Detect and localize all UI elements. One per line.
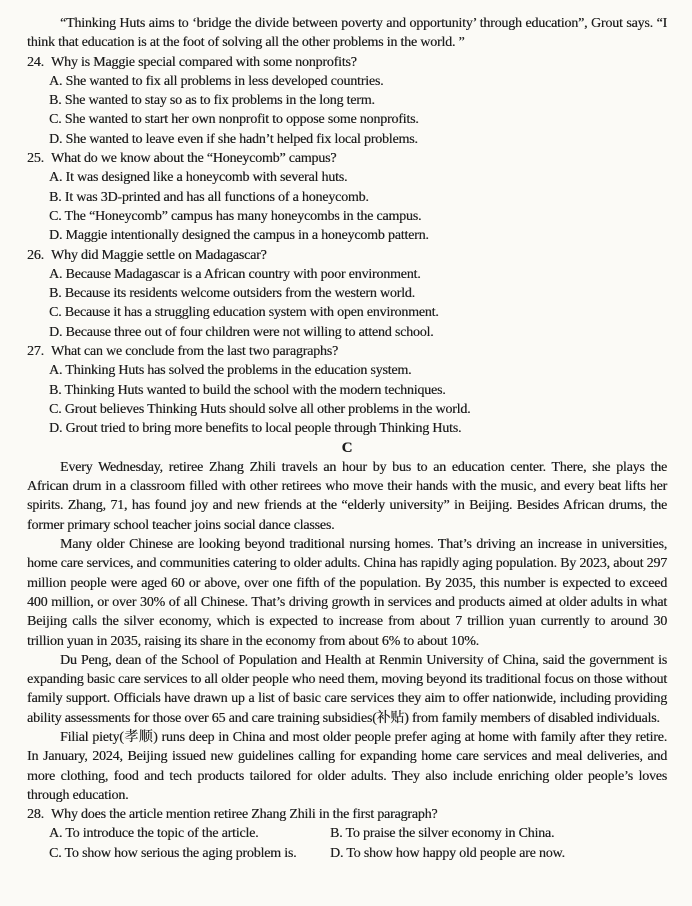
question-24-option-b: B. She wanted to stay so as to fix problems in the long term.: [49, 93, 375, 109]
question-28-option-a: A. To introduce the topic of the article.: [49, 826, 259, 842]
question-27-number: 27.: [27, 344, 44, 360]
question-26-option-d: D. Because three out of four children were not willing to attend school.: [49, 324, 434, 340]
question-24-option-a: A. She wanted to fix all problems in less developed countries.: [49, 73, 384, 89]
question-28-options: [49, 824, 667, 863]
question-24-text: Why is Maggie special compared with some nonprofits?: [51, 54, 357, 70]
question-25-text: What do we know about the “Honeycomb” campus?: [51, 151, 337, 167]
question-26-number: 26.: [27, 247, 44, 263]
passage-c-paragraph-2: Many older Chinese are looking beyond traditional nursing homes. That’s driving an increase in universities, home care services, and communities catering to older adults. China has rapidly aging population. By 2023, about 297 million people were aged 60 or above, over one fifth of the population. By 2035, this number is expected to exceed 400 million, or over 30% of all Chinese. That’s driving growth in services and products aimed at older adults in what Beijing calls the silver economy, which is expected to increase from about 7 trillion yuan currently to around 30 trillion yuan in 2035, raising its share in the economy from about 6% to about 10%.: [27, 537, 667, 649]
question-25-option-d: D. Maggie intentionally designed the campus in a honeycomb pattern.: [49, 228, 429, 244]
question-26: [27, 246, 667, 342]
question-27-option-a: A. Thinking Huts has solved the problems in the education system.: [49, 363, 412, 379]
question-25-number: 25.: [27, 151, 44, 167]
question-25-option-a: A. It was designed like a honeycomb with several huts.: [49, 170, 348, 186]
passage-c-paragraph-3: Du Peng, dean of the School of Population and Health at Renmin University of China, said the government is expanding basic care services to all older people who need them, moving beyond its traditional focus on those without family support. Officials have drawn up a list of basic care services they aim to offer nationwide, including providing ability assessments for those over 65 and care training subsidies(补贴) from family members of disabled individuals.: [27, 652, 667, 726]
passage-c-section-header: C: [341, 439, 353, 456]
passage-c-paragraph-1: Every Wednesday, retiree Zhang Zhili travels an hour by bus to an education center. There, she plays the African drum in a classroom filled with other retirees who move their hands with the music, and every beat lifts her spirits. Zhang, 71, has found joy and new friends at the “elderly university” in Beijing. Besides African drums, the former primary school teacher joins social dance classes.: [27, 459, 667, 533]
question-26-option-a: A. Because Madagascar is a African country with poor environment.: [49, 266, 421, 282]
question-26-option-b: B. Because its residents welcome outsiders from the western world.: [49, 286, 415, 302]
question-25-stem: [27, 149, 667, 168]
question-24-option-c: C. She wanted to start her own nonprofit to oppose some nonprofits.: [49, 112, 419, 128]
question-28-option-b: B. To praise the silver economy in China.: [330, 826, 555, 842]
question-27-stem: [27, 342, 667, 361]
question-24-option-d: D. She wanted to leave even if she hadn’t helped fix local problems.: [49, 131, 418, 147]
question-28: [27, 805, 667, 863]
question-28-number: 28.: [27, 807, 44, 823]
passage-c-paragraph-4: Filial piety(孝顺) runs deep in China and most older people prefer aging at home with family after they retire. In January, 2024, Beijing issued new guidelines calling for expanding home care services and meal deliveries, and more clothing, food and tech products tailored for older adults. They also include enriching older people’s loves through education.: [27, 729, 667, 803]
question-25-option-b: B. It was 3D-printed and has all functions of a honeycomb.: [49, 189, 369, 205]
question-27-option-b: B. Thinking Huts wanted to build the school with the modern techniques.: [49, 382, 446, 398]
question-24: [27, 53, 667, 149]
question-25-option-c: C. The “Honeycomb” campus has many honeycombs in the campus.: [49, 208, 422, 224]
question-27-option-d: D. Grout tried to bring more benefits to local people through Thinking Huts.: [49, 421, 462, 437]
question-27-option-c: C. Grout believes Thinking Huts should solve all other problems in the world.: [49, 401, 471, 417]
question-26-option-c: C. Because it has a struggling education system with open environment.: [49, 305, 439, 321]
question-26-stem: [27, 246, 667, 265]
question-27-text: What can we conclude from the last two paragraphs?: [51, 344, 338, 360]
question-24-number: 24.: [27, 54, 44, 70]
passage-b-closing-paragraph: “Thinking Huts aims to ‘bridge the divide between poverty and opportunity’ through education”, Grout says. “I think that education is at the foot of solving all the other problems in the world. ”: [27, 16, 667, 51]
question-28-option-c: C. To show how serious the aging problem is.: [49, 845, 297, 861]
question-26-text: Why did Maggie settle on Madagascar?: [51, 247, 267, 263]
question-24-stem: [27, 53, 667, 72]
question-28-stem: [27, 805, 667, 824]
question-27: [27, 342, 667, 438]
question-25: [27, 149, 667, 245]
question-28-option-d: D. To show how happy old people are now.: [330, 845, 565, 861]
question-28-text: Why does the article mention retiree Zhang Zhili in the first paragraph?: [51, 807, 438, 823]
